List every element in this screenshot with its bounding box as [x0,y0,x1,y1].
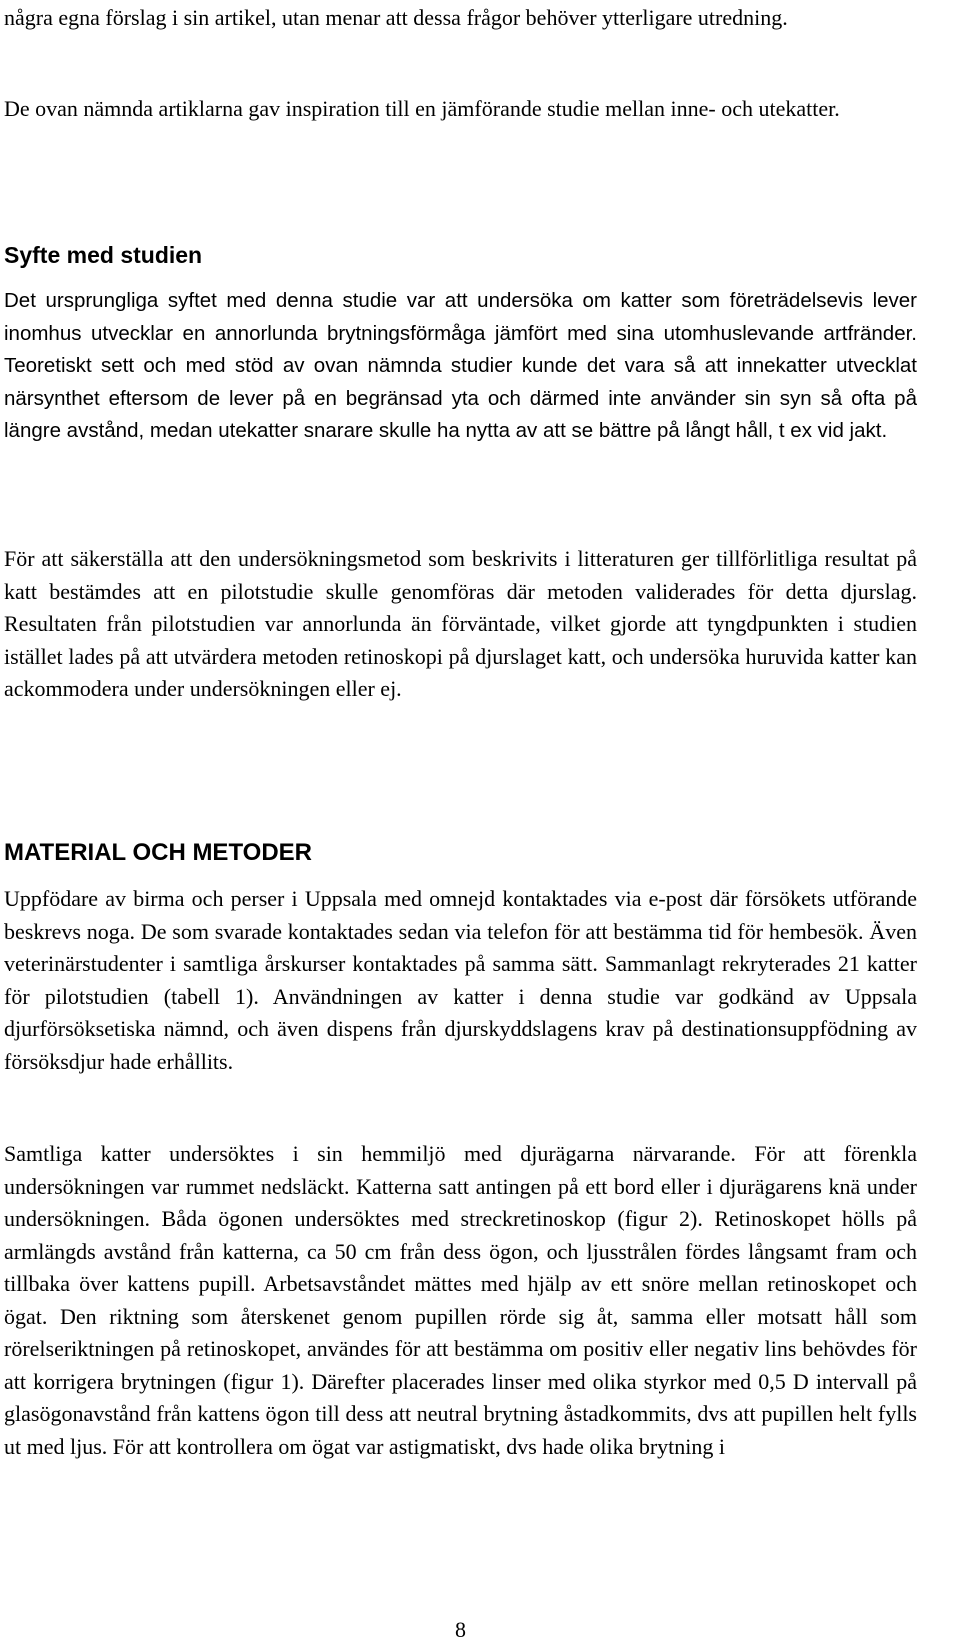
syfte-paragraph-2: För att säkerställa att den undersökningsmetod som beskrivits i litteraturen ger tillförlitliga resultat på katt bestämdes att en pilotstudie skulle genomföras där metoden validerades för detta djurslag. Resultaten från pilotstudien var annorlunda än förväntade, vilket gjorde att tyngdpunkten i studien istället lades på att utvärdera metoden retinoskopi på djurslaget katt, och undersöka huruvida katter kan ackommodera under undersökningen eller ej. [4,546,917,701]
section-heading-syfte: Syfte med studien [4,242,203,268]
intro-paragraph-1: några egna förslag i sin artikel, utan menar att dessa frågor behöver ytterligare utredning. [4,5,788,30]
page-number: 8 [455,1617,466,1642]
syfte-paragraph-1: Det ursprungliga syftet med denna studie var att undersöka om katter som företrädelsevis lever inomhus utvecklar en annorlunda brytningsförmåga jämfört med sina utomhuslevande artfränder. Teoretiskt sett och med stöd av ovan nämnda studier kunde det vara så att innekatter utvecklat närsynthet eftersom de lever på en begränsad yta och därmed inte använder sin syn så ofta på längre avstånd, medan utekatter snarare skulle ha nytta av att se bättre på långt håll, t ex vid jakt. [4,289,917,442]
intro-paragraph-2: De ovan nämnda artiklarna gav inspiration till en jämförande studie mellan inne- och utekatter. [4,96,840,121]
material-paragraph-1: Uppfödare av birma och perser i Uppsala med omnejd kontaktades via e-post där försökets utförande beskrevs noga. De som svarade kontaktades sedan via telefon för att bestämma tid för hembesök. Även veterinärstudenter i samtliga årskurser kontaktades på samma sätt. Sammanlagt rekryterades 21 katter för pilotstudien (tabell 1). Användningen av katter i denna studie var godkänd av Uppsala djurförsöksetiska nämnd, och även dispens från djurskyddslagens krav på destinationsuppfödning av försöksdjur hade erhållits. [4,886,917,1074]
section-heading-material: MATERIAL OCH METODER [4,839,313,866]
material-paragraph-2: Samtliga katter undersöktes i sin hemmiljö med djurägarna närvarande. För att förenkla undersökningen var rummet nedsläckt. Katterna satt antingen på ett bord eller i djurägarens knä under undersökningen. Båda ögonen undersöktes med streckretinoskop (figur 2). Retinoskopet hölls på armlängds avstånd från katterna, ca 50 cm från dess ögon, och ljusstrålen fördes långsamt fram och tillbaka över kattens pupill. Arbetsavståndet mättes med hjälp av ett snöre mellan retinoskopet och ögat. Den riktning som återskenet genom pupillen rörde sig åt, samma eller motsatt håll som rörelseriktningen på retinoskopet, användes för att bestämma om positiv eller negativ lins behövdes för att korrigera brytningen (figur 1). Därefter placerades linser med olika styrkor med 0,5 D intervall på glasögonavstånd från kattens ögon till dess att neutral brytning åstadkommits, dvs att pupillen helt fylls ut med ljus. För att kontrollera om ögat var astigmatiskt, dvs hade olika brytning i [4,1141,917,1459]
